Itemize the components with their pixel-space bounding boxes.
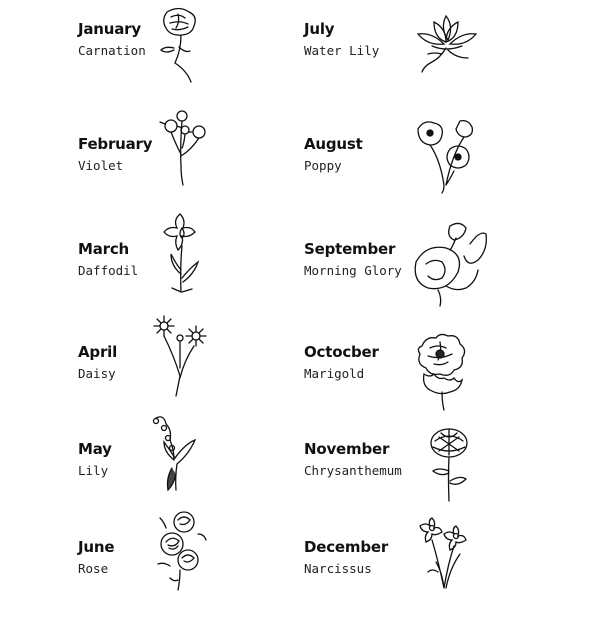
lily-icon xyxy=(150,412,200,492)
flower-label: Rose xyxy=(78,561,109,576)
daffodil-icon xyxy=(158,208,208,300)
chrysanthemum-icon xyxy=(422,425,476,503)
daisy-icon xyxy=(150,312,214,398)
flower-label: Water Lily xyxy=(304,43,380,58)
month-label: November xyxy=(304,440,390,458)
month-label: August xyxy=(304,135,363,153)
flower-label: Narcissus xyxy=(304,561,372,576)
month-label: December xyxy=(304,538,389,556)
flower-label: Carnation xyxy=(78,43,146,58)
month-label: June xyxy=(78,538,115,556)
month-label: May xyxy=(78,440,112,458)
poppy-icon xyxy=(410,115,482,195)
narcissus-icon xyxy=(416,512,476,592)
month-label: Octocber xyxy=(304,343,379,361)
morning-glory-icon xyxy=(410,218,490,310)
flower-label: Marigold xyxy=(304,366,365,381)
month-label: January xyxy=(78,20,141,38)
flower-label: Violet xyxy=(78,158,124,173)
month-label: September xyxy=(304,240,396,258)
water-lily-icon xyxy=(412,12,482,74)
flower-label: Daffodil xyxy=(78,263,139,278)
carnation-icon xyxy=(150,5,210,83)
month-label: April xyxy=(78,343,118,361)
flower-label: Poppy xyxy=(304,158,342,173)
month-label: March xyxy=(78,240,130,258)
marigold-icon xyxy=(412,332,472,412)
flower-label: Daisy xyxy=(78,366,116,381)
flower-label: Lily xyxy=(78,463,109,478)
month-label: July xyxy=(304,20,335,38)
month-label: February xyxy=(78,135,153,153)
flower-label: Morning Glory xyxy=(304,263,402,278)
rose-icon xyxy=(150,508,210,592)
flower-label: Chrysanthemum xyxy=(304,463,402,478)
violet-icon xyxy=(155,108,215,188)
